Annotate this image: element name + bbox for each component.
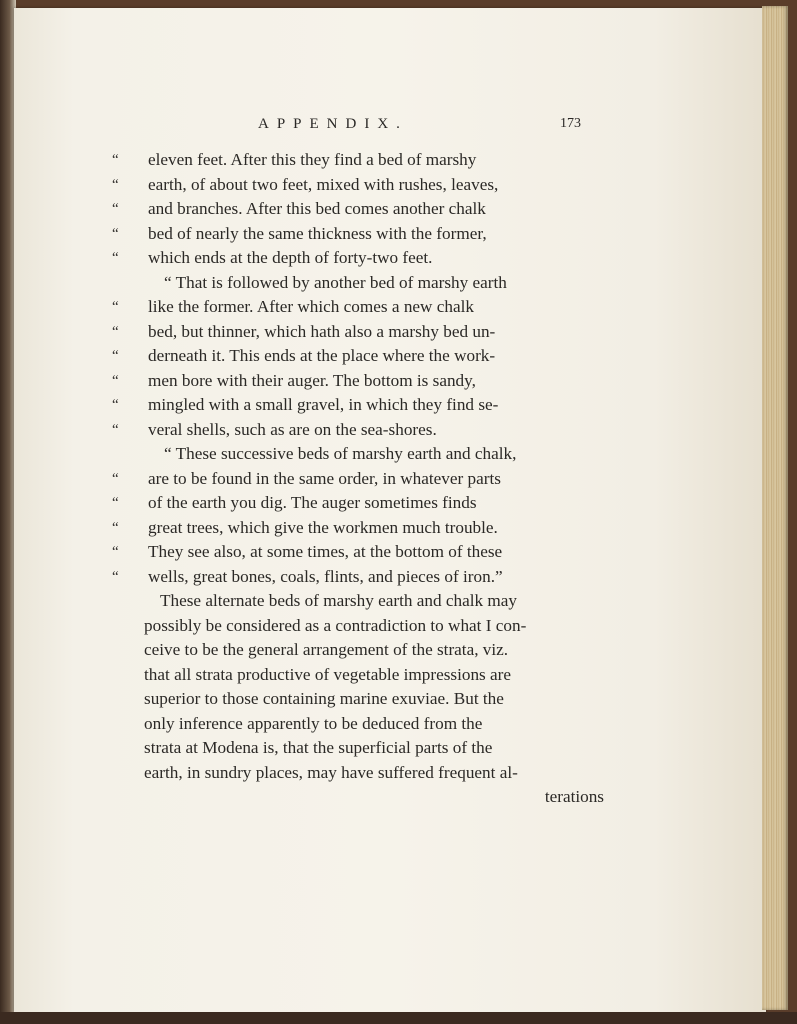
page-text [96, 148, 616, 810]
paragraph-line [96, 687, 616, 712]
quotation-mark: “ [112, 225, 119, 242]
quoted-line-text: bed, but thinner, which hath also a marshy bed un- [148, 321, 496, 341]
quotation-mark: “ [112, 176, 119, 193]
quotation-mark: “ [112, 495, 119, 511]
quoted-line-text: of the earth you dig. The auger sometimes finds [148, 493, 477, 512]
quoted-passage [96, 148, 616, 589]
quoted-line-text: men bore with their auger. The bottom is sandy, [148, 370, 476, 390]
quoted-line-text: mingled with a small gravel, in which they find se- [148, 395, 499, 414]
quotation-mark: “ [112, 323, 119, 340]
quoted-line-text: wells, great bones, coals, flints, and pieces of iron.” [148, 566, 503, 586]
quotation-mark: “ [112, 250, 119, 266]
page-fore-edge [762, 6, 788, 1010]
quoted-line-text: and branches. After this bed comes another chalk [148, 199, 486, 218]
catchword-line [96, 785, 616, 810]
quotation-mark: “ [112, 372, 119, 389]
quoted-line-text: eleven feet. After this they find a bed of marshy [148, 150, 477, 169]
quoted-line [96, 271, 616, 296]
quoted-line-text: which ends at the depth of forty-two feet. [148, 248, 433, 267]
quotation-mark: “ [112, 397, 119, 413]
quoted-line-text: are to be found in the same order, in whatever parts [148, 468, 501, 488]
quotation-mark: “ [112, 299, 119, 315]
commentary-paragraph [96, 589, 616, 785]
page-number: 173 [560, 116, 581, 131]
quotation-mark: “ [112, 519, 119, 536]
paragraph-line-text: that all strata productive of vegetable impressions are [144, 664, 512, 684]
quoted-line [96, 565, 616, 590]
quoted-line [96, 516, 616, 541]
quotation-mark: “ [112, 421, 119, 438]
quoted-line-text: derneath it. This ends at the place where the work- [148, 346, 496, 365]
paragraph-line [96, 638, 616, 663]
book-cover-bottom [0, 1012, 797, 1024]
quotation-mark: “ [112, 470, 119, 487]
quoted-line [96, 442, 616, 467]
paragraph-line-text: strata at Modena is, that the superficial parts of the [144, 738, 493, 757]
quoted-line [96, 344, 616, 369]
paragraph-line-text: ceive to be the general arrangement of the strata, viz. [144, 640, 509, 659]
running-title: APPENDIX. [258, 116, 408, 132]
paragraph-line [96, 614, 616, 639]
quoted-line [96, 393, 616, 418]
quoted-line-text: “ That is followed by another bed of marshy earth [164, 272, 507, 292]
paragraph-line [96, 589, 616, 614]
paragraph-line [96, 663, 616, 688]
quoted-line-text: earth, of about two feet, mixed with rushes, leaves, [148, 174, 499, 194]
paragraph-line-text: superior to those containing marine exuviae. But the [144, 689, 504, 708]
quoted-line [96, 320, 616, 345]
paragraph-line [96, 761, 616, 786]
quotation-mark: “ [112, 152, 119, 168]
paragraph-line [96, 736, 616, 761]
quoted-line-text: like the former. After which comes a new chalk [148, 297, 474, 316]
quoted-line [96, 540, 616, 565]
paragraph-line-text: only inference apparently to be deduced from the [144, 713, 483, 733]
paragraph-line-text: These alternate beds of marshy earth and chalk may [160, 591, 517, 610]
quoted-line-text: great trees, which give the workmen much trouble. [148, 517, 498, 537]
quoted-line [96, 491, 616, 516]
quoted-line [96, 369, 616, 394]
quotation-mark: “ [112, 568, 119, 585]
running-header [14, 116, 766, 140]
catchword: terations [544, 787, 604, 806]
quoted-line-text: “ These successive beds of marshy earth and chalk, [164, 444, 517, 463]
quotation-mark: “ [112, 201, 119, 217]
quoted-line [96, 148, 616, 173]
quoted-line-text: They see also, at some times, at the bottom of these [148, 542, 503, 561]
quoted-line [96, 197, 616, 222]
paragraph-line-text: earth, in sundry places, may have suffered frequent al- [144, 762, 518, 782]
quoted-line [96, 418, 616, 443]
quoted-line-text: veral shells, such as are on the sea-shores. [148, 419, 437, 439]
quoted-line [96, 295, 616, 320]
quotation-mark: “ [112, 544, 119, 560]
quoted-line-text: bed of nearly the same thickness with the former, [148, 223, 487, 243]
paragraph-line [96, 712, 616, 737]
quotation-mark: “ [112, 348, 119, 364]
quoted-line [96, 467, 616, 492]
quoted-line [96, 173, 616, 198]
paragraph-line-text: possibly be considered as a contradiction to what I con- [144, 615, 527, 635]
quoted-line [96, 246, 616, 271]
quoted-line [96, 222, 616, 247]
